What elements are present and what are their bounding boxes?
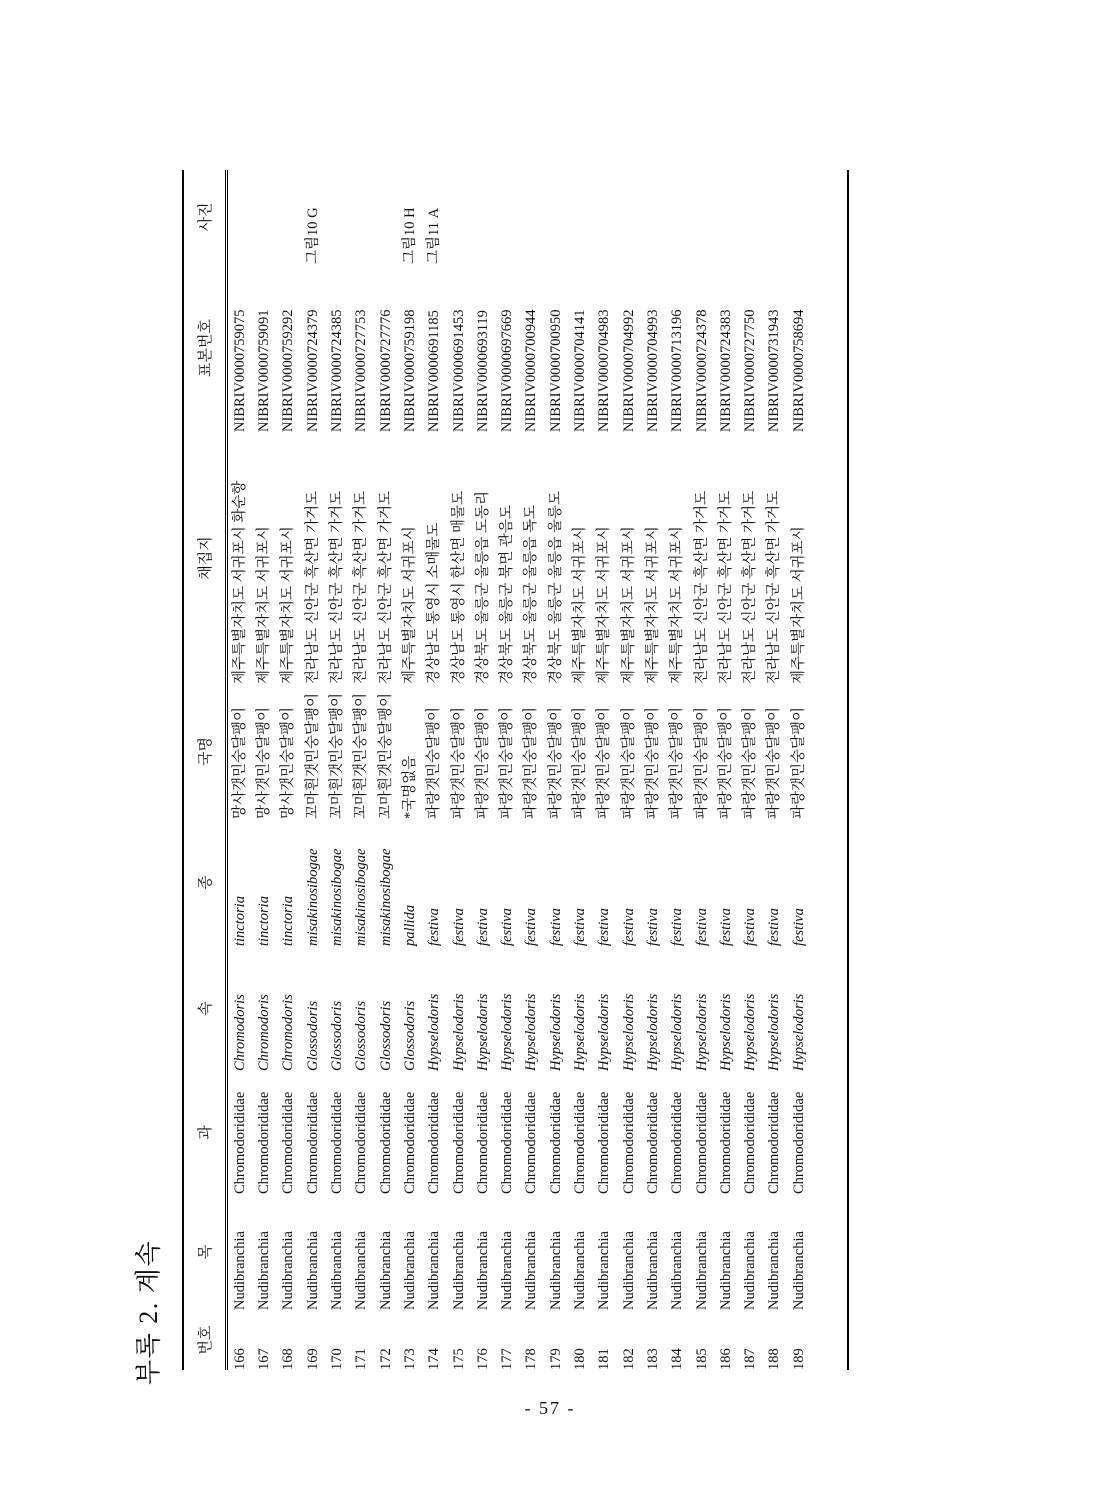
cell-no: 189 [790,1348,807,1370]
cell-species: misakinosibogae [353,848,370,946]
cell-species: festiva [450,908,467,946]
cell-family: Chromodorididae [596,1091,613,1194]
table-bottom-rule [847,170,849,1370]
table-row [495,170,519,1370]
cell-family: Chromodorididae [790,1091,807,1194]
cell-species: festiva [499,908,516,946]
cell-order: Nudibranchia [717,1231,734,1310]
cell-species: festiva [669,908,686,946]
cell-locality: 제주특별자치도 서귀포시 [401,526,418,684]
cell-species: misakinosibogae [377,848,394,946]
cell-order: Nudibranchia [329,1231,346,1310]
cell-specimen-no: NIBRIV0000758694 [790,309,807,432]
cell-species: festiva [766,908,783,946]
cell-locality: 제주특별자치도 서귀포시 [256,526,273,684]
cell-no: 174 [426,1348,443,1370]
cell-species: festiva [596,908,613,946]
header-family: 과 [198,1125,214,1140]
cell-family: Chromodorididae [401,1091,418,1194]
table-row [301,170,325,1370]
cell-no: 188 [766,1348,783,1370]
cell-genus: Hypselodoris [766,993,783,1071]
cell-species: festiva [620,908,637,946]
cell-genus: Hypselodoris [426,993,443,1071]
cell-no: 180 [572,1348,589,1370]
cell-locality: 제주특별자치도 서귀포시 화순항 [231,480,248,684]
cell-family: Chromodorididae [329,1091,346,1194]
cell-specimen-no: NIBRIV0000724383 [717,309,734,432]
cell-locality: 제주특별자치도 서귀포시 [644,526,661,684]
cell-genus: Glossodoris [377,1000,394,1071]
cell-species: misakinosibogae [329,848,346,946]
cell-genus: Chromodoris [231,994,248,1071]
cell-specimen-no: NIBRIV0000759292 [280,309,297,432]
cell-order: Nudibranchia [280,1231,297,1310]
cell-species: festiva [572,908,589,946]
cell-genus: Glossodoris [304,1000,321,1071]
cell-locality: 전라남도 신안군 흑산면 가거도 [304,491,321,684]
cell-family: Chromodorididae [717,1091,734,1194]
cell-order: Nudibranchia [474,1231,491,1310]
cell-order: Nudibranchia [523,1231,540,1310]
table-row [714,170,738,1370]
cell-locality: 제주특별자치도 서귀포시 [572,526,589,684]
cell-no: 175 [450,1348,467,1370]
cell-specimen-no: NIBRIV0000700944 [523,309,540,432]
cell-genus: Hypselodoris [717,993,734,1071]
cell-family: Chromodorididae [304,1091,321,1194]
cell-korean-name: 파랑갯민숭달팽이 [547,706,564,819]
cell-specimen-no: NIBRIV0000727776 [377,309,394,432]
cell-locality: 전라남도 신안군 흑산면 가거도 [353,491,370,684]
cell-order: Nudibranchia [790,1231,807,1310]
cell-specimen-no: NIBRIV0000724378 [693,309,710,432]
cell-genus: Chromodoris [280,994,297,1071]
cell-specimen-no: NIBRIV0000691185 [426,310,443,432]
cell-korean-name: 파랑갯민숭달팽이 [644,706,661,819]
table-row [325,170,349,1370]
cell-no: 170 [329,1348,346,1370]
cell-family: Chromodorididae [644,1091,661,1194]
cell-korean-name: 망사갯민숭달팽이 [280,706,297,819]
table-row [763,170,787,1370]
cell-species: festiva [742,908,759,946]
cell-korean-name: 파랑갯민숭달팽이 [790,706,807,819]
appendix-table [182,170,849,1370]
cell-order: Nudibranchia [669,1231,686,1310]
cell-species: festiva [644,908,661,946]
cell-locality: 전라남도 신안군 흑산면 가거도 [717,491,734,684]
cell-no: 181 [596,1348,613,1370]
cell-specimen-no: NIBRIV0000759075 [231,309,248,432]
cell-family: Chromodorididae [669,1091,686,1194]
cell-specimen-no: NIBRIV0000731943 [766,309,783,432]
cell-specimen-no: NIBRIV0000691453 [450,309,467,432]
cell-family: Chromodorididae [620,1091,637,1194]
cell-order: Nudibranchia [256,1231,273,1310]
cell-korean-name: 파랑갯민숭달팽이 [693,706,710,819]
cell-genus: Hypselodoris [499,993,516,1071]
cell-specimen-no: NIBRIV0000704993 [644,309,661,432]
cell-korean-name: 파랑갯민숭달팽이 [572,706,589,819]
cell-order: Nudibranchia [450,1231,467,1310]
header-locality: 채집지 [198,536,214,580]
cell-specimen-no: NIBRIV0000713196 [669,309,686,432]
cell-locality: 경상북도 울릉군 북면 관음도 [499,505,516,684]
cell-genus: Glossodoris [353,1000,370,1071]
cell-family: Chromodorididae [231,1091,248,1194]
table-row [641,170,665,1370]
cell-species: tinctoria [280,896,297,946]
cell-no: 187 [742,1348,759,1370]
header-order: 목 [198,1244,214,1260]
table-row [252,170,276,1370]
cell-no: 168 [280,1348,297,1370]
cell-no: 166 [231,1348,248,1370]
cell-species: festiva [547,908,564,946]
cell-korean-name: 파랑갯민숭달팽이 [596,706,613,819]
cell-no: 176 [474,1348,491,1370]
cell-locality: 경상남도 통영시 한산면 매물도 [450,491,467,684]
cell-order: Nudibranchia [572,1231,589,1310]
table-row [544,170,568,1370]
cell-specimen-no: NIBRIV0000724379 [304,309,321,432]
header-korean-name: 국명 [198,737,214,766]
header-specimen-no: 표본번호 [198,319,214,377]
cell-order: Nudibranchia [353,1231,370,1310]
cell-no: 183 [644,1348,661,1370]
cell-family: Chromodorididae [474,1091,491,1194]
table-row [277,170,301,1370]
cell-family: Chromodorididae [523,1091,540,1194]
cell-korean-name: 파랑갯민숭달팽이 [474,706,491,819]
cell-korean-name: 파랑갯민숭달팽이 [742,706,759,819]
cell-korean-name: 꼬마흰갯민숭달팽이 [304,692,321,819]
table-row [422,170,446,1370]
table-row [787,170,811,1370]
cell-specimen-no: NIBRIV0000727753 [353,309,370,432]
cell-no: 173 [401,1348,418,1370]
cell-family: Chromodorididae [426,1091,443,1194]
cell-no: 182 [620,1348,637,1370]
cell-locality: 제주특별자치도 서귀포시 [620,526,637,684]
cell-korean-name: 꼬마흰갯민숭달팽이 [353,692,370,819]
cell-locality: 제주특별자치도 서귀포시 [280,526,297,684]
cell-family: Chromodorididae [450,1091,467,1194]
cell-no: 179 [547,1348,564,1370]
cell-species: tinctoria [231,896,248,946]
cell-no: 186 [717,1348,734,1370]
cell-genus: Hypselodoris [523,993,540,1071]
header-genus: 속 [198,1001,214,1016]
cell-locality: 경상북도 울릉군 울릉읍 독도 [523,505,540,684]
header-no: 번호 [198,1325,214,1355]
cell-order: Nudibranchia [231,1231,248,1310]
cell-locality: 전라남도 신안군 흑산면 가거도 [693,491,710,684]
cell-specimen-no: NIBRIV0000704141 [572,309,589,432]
cell-family: Chromodorididae [280,1091,297,1194]
cell-korean-name: 망사갯민숭달팽이 [231,706,248,819]
cell-species: festiva [523,908,540,946]
cell-order: Nudibranchia [693,1231,710,1310]
cell-order: Nudibranchia [742,1231,759,1310]
cell-family: Chromodorididae [256,1091,273,1194]
table-row [228,170,252,1370]
table-row [665,170,689,1370]
cell-species: festiva [790,908,807,946]
cell-genus: Hypselodoris [742,993,759,1071]
cell-korean-name: 파랑갯민숭달팽이 [717,706,734,819]
cell-photo: 그림10 H [401,207,418,264]
cell-species: tinctoria [256,896,273,946]
cell-order: Nudibranchia [766,1231,783,1310]
table-row [398,170,422,1370]
cell-family: Chromodorididae [377,1091,394,1194]
cell-locality: 전라남도 신안군 흑산면 가거도 [742,491,759,684]
cell-genus: Hypselodoris [644,993,661,1071]
cell-family: Chromodorididae [693,1091,710,1194]
cell-order: Nudibranchia [426,1231,443,1310]
cell-genus: Hypselodoris [596,993,613,1071]
cell-order: Nudibranchia [377,1231,394,1310]
page-number: - 57 - [524,1398,576,1418]
cell-order: Nudibranchia [644,1231,661,1310]
cell-no: 178 [523,1348,540,1370]
table-row [592,170,616,1370]
table-header [182,170,228,1370]
cell-locality: 전라남도 신안군 흑산면 가거도 [766,491,783,684]
cell-locality: 전라남도 신안군 흑산면 가거도 [329,491,346,684]
table-row [520,170,544,1370]
cell-species: festiva [474,908,491,946]
cell-genus: Glossodoris [401,1000,418,1071]
cell-no: 171 [353,1348,370,1370]
cell-locality: 제주특별자치도 서귀포시 [596,526,613,684]
cell-genus: Glossodoris [329,1000,346,1071]
cell-species: festiva [426,908,443,946]
cell-genus: Hypselodoris [572,993,589,1071]
cell-no: 169 [304,1348,321,1370]
cell-order: Nudibranchia [620,1231,637,1310]
cell-locality: 경상북도 울릉군 울릉읍 도동리 [474,491,491,684]
cell-no: 172 [377,1348,394,1370]
cell-korean-name: *국명없음 [401,755,418,819]
cell-genus: Hypselodoris [790,993,807,1071]
cell-specimen-no: NIBRIV0000704992 [620,309,637,432]
cell-photo: 그림11 A [426,207,443,264]
cell-korean-name: 꼬마흰갯민숭달팽이 [329,692,346,819]
cell-genus: Hypselodoris [547,993,564,1071]
cell-family: Chromodorididae [499,1091,516,1194]
cell-korean-name: 파랑갯민숭달팽이 [620,706,637,819]
table-row [447,170,471,1370]
cell-locality: 제주특별자치도 서귀포시 [669,526,686,684]
cell-order: Nudibranchia [547,1231,564,1310]
table-row [568,170,592,1370]
table-row [471,170,495,1370]
cell-korean-name: 파랑갯민숭달팽이 [426,706,443,819]
appendix-title: 부록 2. 계속 [134,1240,163,1385]
cell-family: Chromodorididae [572,1091,589,1194]
cell-order: Nudibranchia [401,1231,418,1310]
header-photo: 사진 [198,202,214,232]
cell-genus: Hypselodoris [669,993,686,1071]
cell-family: Chromodorididae [547,1091,564,1194]
cell-family: Chromodorididae [766,1091,783,1194]
cell-locality: 경상남도 통영시 소매물도 [426,522,443,684]
cell-genus: Hypselodoris [450,993,467,1071]
table-row [349,170,373,1370]
table-row [374,170,398,1370]
cell-specimen-no: NIBRIV0000704983 [596,309,613,432]
cell-locality: 제주특별자치도 서귀포시 [790,526,807,684]
cell-no: 167 [256,1348,273,1370]
cell-specimen-no: NIBRIV0000759091 [256,309,273,432]
cell-no: 184 [669,1348,686,1370]
table-row [617,170,641,1370]
cell-genus: Chromodoris [256,994,273,1071]
cell-species: misakinosibogae [304,848,321,946]
cell-no: 177 [499,1348,516,1370]
table-body [228,170,811,1370]
cell-korean-name: 파랑갯민숭달팽이 [499,706,516,819]
cell-species: festiva [693,908,710,946]
cell-genus: Hypselodoris [474,993,491,1071]
cell-specimen-no: NIBRIV0000727750 [742,309,759,432]
cell-species: festiva [717,908,734,946]
cell-family: Chromodorididae [742,1091,759,1194]
cell-specimen-no: NIBRIV0000700950 [547,309,564,432]
table-row [738,170,762,1370]
cell-locality: 경상북도 울릉군 울릉읍 울릉도 [547,491,564,684]
cell-photo: 그림10 G [304,207,321,264]
cell-korean-name: 파랑갯민숭달팽이 [766,706,783,819]
cell-specimen-no: NIBRIV0000724385 [329,309,346,432]
cell-genus: Hypselodoris [620,993,637,1071]
cell-genus: Hypselodoris [693,993,710,1071]
table-row [690,170,714,1370]
cell-korean-name: 망사갯민숭달팽이 [256,706,273,819]
cell-specimen-no: NIBRIV0000759198 [401,309,418,432]
cell-family: Chromodorididae [353,1091,370,1194]
cell-order: Nudibranchia [596,1231,613,1310]
cell-korean-name: 파랑갯민숭달팽이 [669,706,686,819]
cell-specimen-no: NIBRIV0000693119 [474,310,491,432]
cell-order: Nudibranchia [499,1231,516,1310]
cell-species: pallida [401,904,418,946]
cell-specimen-no: NIBRIV0000697669 [499,309,516,432]
cell-order: Nudibranchia [304,1231,321,1310]
cell-locality: 전라남도 신안군 흑산면 가거도 [377,491,394,684]
cell-no: 185 [693,1348,710,1370]
header-species: 종 [198,875,214,890]
cell-korean-name: 꼬마흰갯민숭달팽이 [377,692,394,819]
cell-korean-name: 파랑갯민숭달팽이 [450,706,467,819]
cell-korean-name: 파랑갯민숭달팽이 [523,706,540,819]
